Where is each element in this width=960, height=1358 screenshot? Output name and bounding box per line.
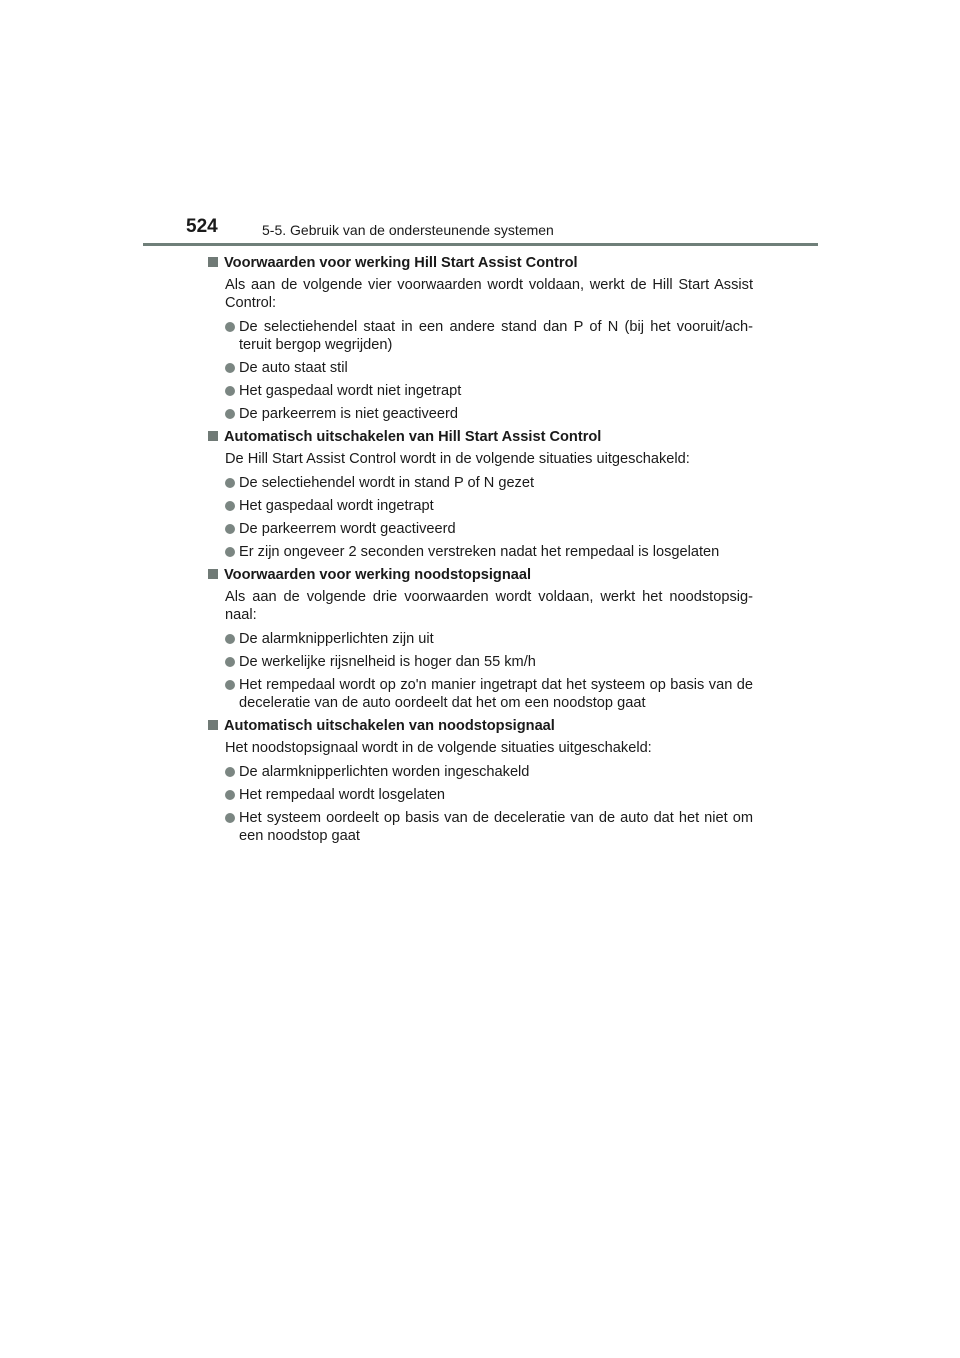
list-item — [225, 763, 753, 781]
list-item — [225, 382, 753, 400]
circle-bullet-icon — [225, 409, 235, 419]
list-item-text: De alarmknipperlichten worden ingeschakeld — [239, 764, 530, 780]
list-item — [225, 676, 753, 712]
section-text: De Hill Start Assist Control wordt in de volgende situaties uitgeschakeld: — [225, 451, 690, 467]
circle-bullet-icon — [225, 634, 235, 644]
page-number: 524 — [186, 216, 218, 237]
section-hill-start-conditions — [208, 254, 753, 423]
list-item — [225, 318, 753, 354]
list-item-text: Het gaspedaal wordt ingetrapt — [239, 498, 434, 514]
section-hill-start-deactivation — [208, 428, 753, 561]
list-item — [225, 653, 753, 671]
section-title-text: Voorwaarden voor werking Hill Start Assist Control — [224, 255, 578, 271]
circle-bullet-icon — [225, 680, 235, 690]
circle-bullet-icon — [225, 790, 235, 800]
section-title-text: Automatisch uitschakelen van Hill Start Assist Control — [224, 429, 602, 445]
list-item — [225, 543, 753, 561]
section-emergency-stop-conditions — [208, 566, 753, 712]
list-item-text: De werkelijke rijsnelheid is hoger dan 55 km/h — [239, 654, 536, 670]
section-emergency-stop-deactivation — [208, 717, 753, 845]
list-item-text: De parkeerrem wordt geactiveerd — [239, 521, 456, 537]
section-title — [208, 566, 753, 584]
section-title-text: Voorwaarden voor werking noodstopsignaal — [224, 567, 532, 583]
list-item-text: De parkeerrem is niet geactiveerd — [239, 406, 459, 422]
circle-bullet-icon — [225, 386, 235, 396]
list-item — [225, 786, 753, 804]
circle-bullet-icon — [225, 813, 235, 823]
document-content — [208, 254, 753, 850]
list-item-text: Het gaspedaal wordt niet ingetrapt — [239, 383, 462, 399]
list-item-text: De alarmknipperlichten zijn uit — [239, 631, 434, 647]
list-item-text: Het rempedaal wordt losgelaten — [239, 787, 446, 803]
square-bullet-icon — [208, 720, 218, 730]
circle-bullet-icon — [225, 547, 235, 557]
square-bullet-icon — [208, 257, 218, 267]
list-item-text: Het systeem oordeelt op basis van de deceleratie van de auto dat het niet om een noodstop gaat — [239, 810, 753, 844]
section-text: Als aan de volgende vier voorwaarden wordt voldaan, werkt de Hill Start Assist Control: — [225, 277, 753, 311]
list-item — [225, 520, 753, 538]
header-divider — [143, 243, 818, 246]
list-item — [225, 630, 753, 648]
list-item-text: De selectiehendel staat in een andere stand dan P of N (bij het vooruit/ach-teruit bergop wegrijden) — [239, 319, 753, 353]
square-bullet-icon — [208, 569, 218, 579]
section-text: Als aan de volgende drie voorwaarden wordt voldaan, werkt het noodstopsig-naal: — [225, 589, 753, 623]
circle-bullet-icon — [225, 501, 235, 511]
section-title-text: Automatisch uitschakelen van noodstopsignaal — [224, 718, 555, 734]
circle-bullet-icon — [225, 657, 235, 667]
chapter-title: 5-5. Gebruik van de ondersteunende systemen — [262, 222, 554, 238]
section-title — [208, 254, 753, 272]
list-item — [225, 497, 753, 515]
circle-bullet-icon — [225, 322, 235, 332]
list-item — [225, 809, 753, 845]
circle-bullet-icon — [225, 363, 235, 373]
section-title — [208, 717, 753, 735]
section-text: Het noodstopsignaal wordt in de volgende situaties uitgeschakeld: — [225, 740, 652, 756]
list-item-text: Het rempedaal wordt op zo'n manier ingetrapt dat het systeem op basis van de deceleratie van de auto oordeelt dat het om een noodstop gaat — [239, 677, 753, 711]
list-item — [225, 359, 753, 377]
list-item — [225, 474, 753, 492]
list-item — [225, 405, 753, 423]
section-title — [208, 428, 753, 446]
square-bullet-icon — [208, 431, 218, 441]
list-item-text: De selectiehendel wordt in stand P of N gezet — [239, 475, 535, 491]
list-item-text: Er zijn ongeveer 2 seconden verstreken nadat het rempedaal is losgelaten — [239, 544, 720, 560]
circle-bullet-icon — [225, 478, 235, 488]
list-item-text: De auto staat stil — [239, 360, 348, 376]
circle-bullet-icon — [225, 767, 235, 777]
circle-bullet-icon — [225, 524, 235, 534]
